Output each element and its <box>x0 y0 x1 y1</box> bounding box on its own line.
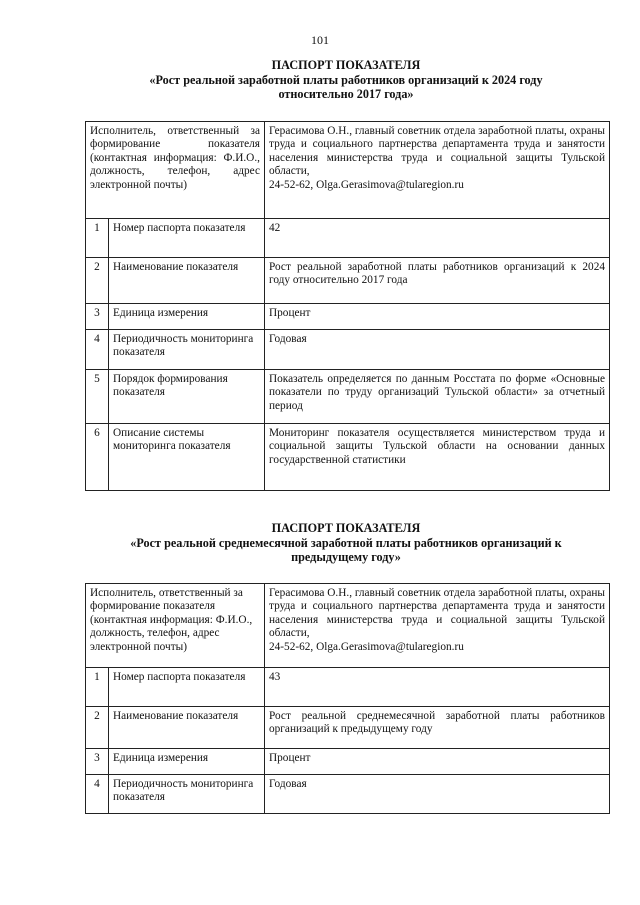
row-label: Единица измерения <box>109 304 265 330</box>
row-value: Показатель определяется по данным Росстата по форме «Основные показатели по труду организаций Тульской области» за отчетный период <box>265 370 610 424</box>
row-value: Процент <box>265 749 610 775</box>
row-value: Процент <box>265 304 610 330</box>
row-value: Рост реальной заработной платы работников организаций к 2024 году относительно 2017 года <box>265 258 610 304</box>
row-value: Рост реальной среднемесячной заработной платы работников организаций к предыдущему году <box>265 707 610 749</box>
row-number: 3 <box>86 749 109 775</box>
row-label: Номер паспорта показателя <box>109 668 265 707</box>
passport-2-heading <box>84 521 608 565</box>
executor-value-cell <box>265 122 610 219</box>
row-value: Мониторинг показателя осуществляется министерством труда и социальной защиты Тульской области на основании данных государственной статистики <box>265 424 610 491</box>
row-number: 2 <box>86 707 109 749</box>
passport-2-table <box>85 583 610 814</box>
row-value: Годовая <box>265 330 610 370</box>
row-number: 5 <box>86 370 109 424</box>
executor-contact: 24-52-62, Olga.Gerasimova@tularegion.ru <box>269 178 464 191</box>
row-number: 3 <box>86 304 109 330</box>
passport-1-title: ПАСПОРТ ПОКАЗАТЕЛЯ <box>271 58 421 72</box>
row-value: Годовая <box>265 775 610 814</box>
passport-2-subtitle-line-2: предыдущему году» <box>291 550 401 564</box>
row-label: Единица измерения <box>109 749 265 775</box>
table-row <box>86 749 610 775</box>
row-label: Описание системы мониторинга показателя <box>109 424 265 491</box>
row-label: Номер паспорта показателя <box>109 219 265 258</box>
row-value: 42 <box>265 219 610 258</box>
executor-row <box>86 584 610 668</box>
row-number: 1 <box>86 668 109 707</box>
passport-1-table <box>85 121 610 491</box>
table-row <box>86 258 610 304</box>
row-label: Периодичность мониторинга показателя <box>109 330 265 370</box>
row-number: 1 <box>86 219 109 258</box>
row-label: Порядок формирования показателя <box>109 370 265 424</box>
row-number: 6 <box>86 424 109 491</box>
passport-1-subtitle-line-1: «Рост реальной заработной платы работников организаций к 2024 году <box>149 72 543 87</box>
row-number: 4 <box>86 330 109 370</box>
executor-contact: 24-52-62, Olga.Gerasimova@tularegion.ru <box>269 640 464 653</box>
passport-2-title: ПАСПОРТ ПОКАЗАТЕЛЯ <box>271 521 421 535</box>
passport-1-subtitle-line-2: относительно 2017 года» <box>278 87 414 101</box>
executor-label: Исполнитель, ответственный за формирование показателя (контактная информация: Ф.И.О., должность, телефон, адрес электронной почты) <box>86 584 265 668</box>
executor-label: Исполнитель, ответственный за формирование показателя (контактная информация: Ф.И.О., должность, телефон, адрес электронной почты) <box>86 122 265 219</box>
row-label: Наименование показателя <box>109 258 265 304</box>
row-value: 43 <box>265 668 610 707</box>
table-row <box>86 370 610 424</box>
table-row <box>86 219 610 258</box>
executor-value-cell <box>265 584 610 668</box>
table-row <box>86 668 610 707</box>
page-number: 101 <box>311 33 329 47</box>
row-number: 2 <box>86 258 109 304</box>
row-number: 4 <box>86 775 109 814</box>
row-label: Наименование показателя <box>109 707 265 749</box>
executor-value: Герасимова О.Н., главный советник отдела заработной платы, охраны труда и социального партнерства департамента труда и занятости населения министерства труда и социальной защиты Тульской области, <box>269 587 605 640</box>
table-row <box>86 304 610 330</box>
table-row <box>86 424 610 491</box>
executor-row <box>86 122 610 219</box>
table-row <box>86 707 610 749</box>
table-row <box>86 330 610 370</box>
passport-2-subtitle-line-1: «Рост реальной среднемесячной заработной платы работников организаций к <box>130 535 562 550</box>
table-row <box>86 775 610 814</box>
passport-1-heading <box>84 58 608 102</box>
executor-value: Герасимова О.Н., главный советник отдела заработной платы, охраны труда и социального партнерства департамента труда и занятости населения министерства труда и социальной защиты Тульской области, <box>269 125 605 178</box>
row-label: Периодичность мониторинга показателя <box>109 775 265 814</box>
